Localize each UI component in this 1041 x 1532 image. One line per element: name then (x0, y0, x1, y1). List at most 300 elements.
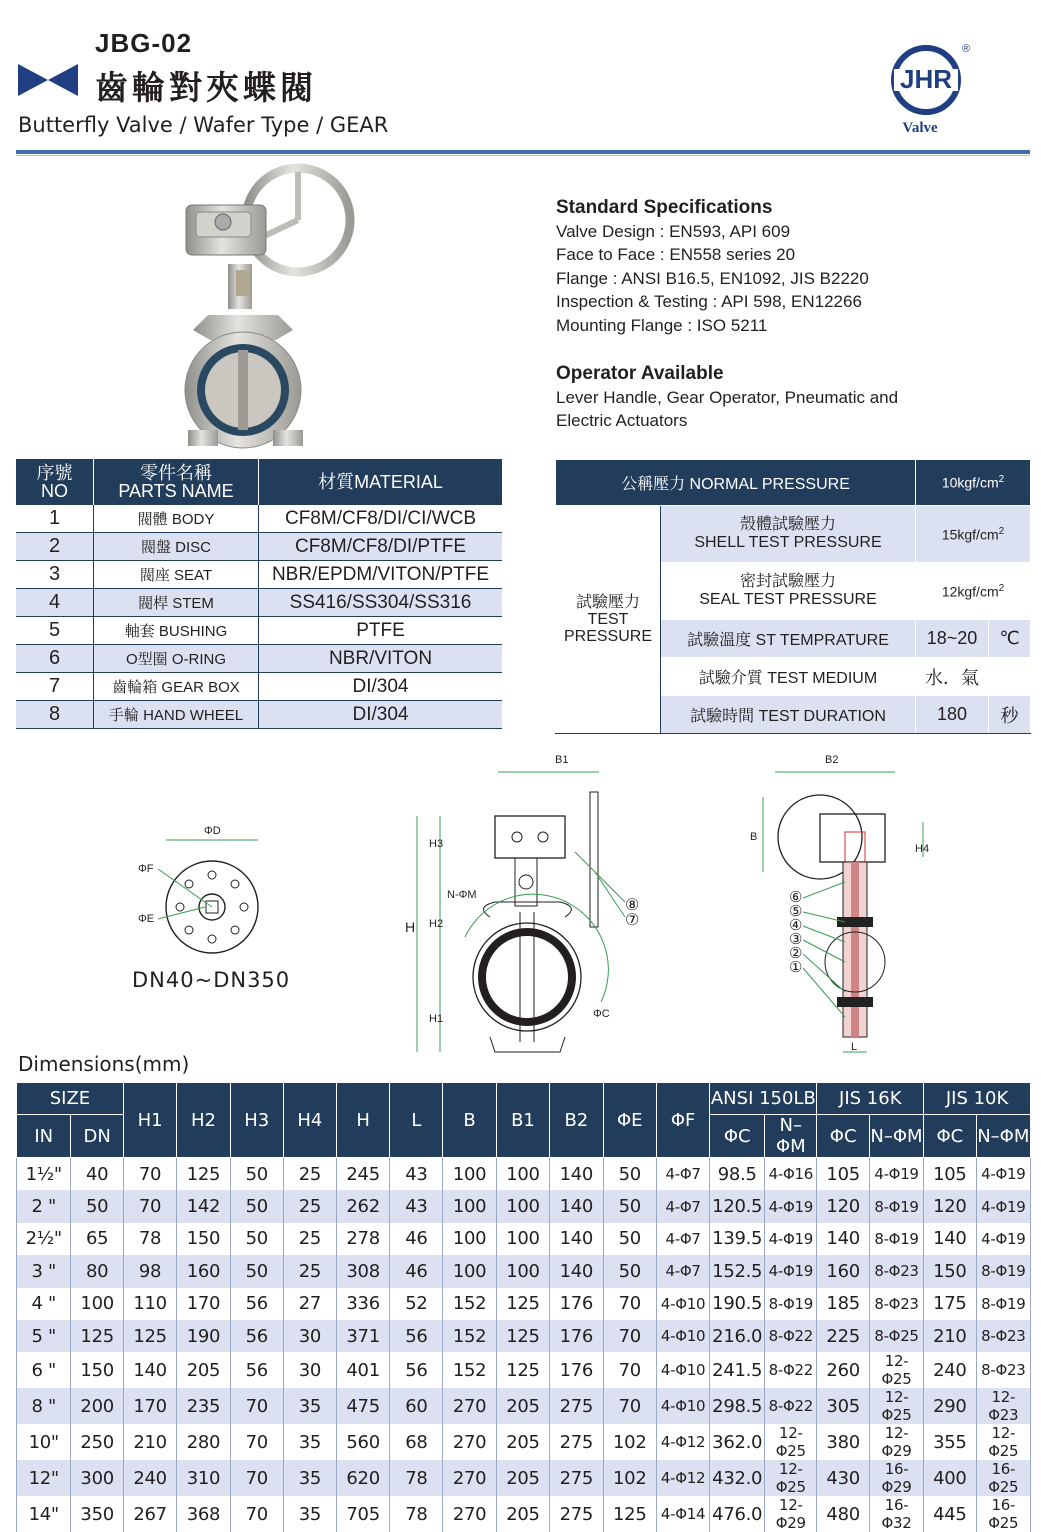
dim-cell-val: 125 (123, 1320, 176, 1352)
dim-cell-ansi-nm: 4-Φ19 (765, 1223, 817, 1255)
table-row (17, 1255, 1031, 1287)
dim-cell-val: 100 (496, 1158, 549, 1191)
dim-cell-val: 125 (177, 1158, 230, 1191)
dim-cell-val: 52 (390, 1288, 443, 1320)
col-jis16-pc: ΦC (817, 1115, 869, 1158)
col-h4: H4 (283, 1083, 336, 1158)
col-phif: ΦF (656, 1083, 709, 1158)
dim-cell-val: 4-Φ7 (656, 1158, 709, 1191)
dim-cell-val: 56 (390, 1320, 443, 1352)
label-phiD: ΦD (204, 825, 221, 837)
dim-cell-val: 100 (496, 1255, 549, 1287)
dim-cell-val: 50 (230, 1190, 283, 1222)
temperature-value: 18~20 (916, 620, 989, 658)
dim-cell-val: 56 (230, 1352, 283, 1388)
callout-6: ⑥ (789, 889, 803, 906)
dim-cell-ansi-nm: 12-Φ25 (765, 1460, 817, 1496)
test-pressure-cn: 試驗壓力 (575, 594, 640, 611)
dim-cell-val: 78 (390, 1460, 443, 1496)
col-b2: B2 (550, 1083, 603, 1158)
dim-cell-val: 275 (550, 1460, 603, 1496)
dim-cell-dn: 300 (71, 1460, 123, 1496)
dim-cell-jis10-pc: 120 (924, 1190, 976, 1222)
dim-cell-val: 140 (550, 1190, 603, 1222)
table-row (16, 617, 502, 645)
dim-cell-val: 170 (123, 1388, 176, 1424)
dim-cell-jis16-pc: 380 (817, 1424, 869, 1460)
dim-cell-ansi-pc: 476.0 (710, 1496, 765, 1532)
parts-cell-material: SS416/SS304/SS316 (259, 589, 503, 617)
label-phiE: ΦE (138, 913, 155, 925)
parts-cell-name: 閥座 SEAT (94, 561, 259, 589)
dim-cell-jis10-nm: 12-Φ23 (976, 1388, 1030, 1424)
parts-cell-name: 手輪 HAND WHEEL (94, 701, 259, 729)
dim-cell-val: 50 (230, 1223, 283, 1255)
dim-cell-val: 30 (283, 1320, 336, 1352)
callout-8: ⑧ (625, 897, 640, 914)
col-no-en: NO (41, 481, 68, 501)
dim-cell-val: 35 (283, 1496, 336, 1532)
callout-4: ④ (789, 917, 803, 934)
parts-cell-no: 2 (16, 533, 94, 561)
table-row (16, 673, 502, 701)
dim-cell-val: 152 (443, 1288, 496, 1320)
dim-cell-dn: 40 (71, 1158, 123, 1191)
dim-cell-jis10-pc: 105 (924, 1158, 976, 1191)
dim-cell-val: 205 (496, 1496, 549, 1532)
dim-cell-val: 25 (283, 1190, 336, 1222)
product-subtitle: Butterfly Valve / Wafer Type / GEAR (18, 113, 389, 137)
parts-cell-material: CF8M/CF8/DI/CI/WCB (259, 505, 503, 533)
col-material: 材質MATERIAL (259, 459, 503, 505)
dim-cell-ansi-nm: 8-Φ19 (765, 1288, 817, 1320)
dim-cell-val: 110 (123, 1288, 176, 1320)
parts-cell-material: DI/304 (259, 701, 503, 729)
dim-cell-in: 6 " (17, 1352, 71, 1388)
dim-cell-val: 60 (390, 1388, 443, 1424)
parts-cell-no: 7 (16, 673, 94, 701)
duration-label: 試驗時間 TEST DURATION (661, 696, 916, 734)
label-B: B (750, 831, 758, 843)
dim-cell-in: 8 " (17, 1388, 71, 1424)
header-divider-thin (16, 155, 1030, 156)
parts-cell-name: 閥盤 DISC (94, 533, 259, 561)
dim-cell-ansi-nm: 4-Φ16 (765, 1158, 817, 1191)
dim-cell-val: 25 (283, 1255, 336, 1287)
label-H4: H4 (915, 843, 930, 855)
dim-cell-val: 275 (550, 1388, 603, 1424)
logo-text: JHR (899, 64, 953, 94)
dim-cell-dn: 350 (71, 1496, 123, 1532)
callout-5: ⑤ (789, 903, 803, 920)
dim-cell-val: 25 (283, 1223, 336, 1255)
dim-cell-val: 70 (230, 1388, 283, 1424)
flange-range-label: DN40~DN350 (132, 968, 291, 992)
col-jis16-nm: N–ΦM (869, 1115, 923, 1158)
dim-cell-dn: 250 (71, 1424, 123, 1460)
col-h1: H1 (123, 1083, 176, 1158)
table-row (17, 1190, 1031, 1222)
dim-cell-in: 2 " (17, 1190, 71, 1222)
dim-cell-val: 560 (336, 1424, 389, 1460)
dim-cell-jis10-pc: 290 (924, 1388, 976, 1424)
dim-cell-val: 336 (336, 1288, 389, 1320)
dim-cell-jis16-nm: 8-Φ19 (869, 1190, 923, 1222)
dim-cell-ansi-nm: 4-Φ19 (765, 1255, 817, 1287)
table-row (17, 1460, 1031, 1496)
dim-cell-val: 401 (336, 1352, 389, 1388)
dim-cell-val: 4-Φ10 (656, 1388, 709, 1424)
table-row (16, 561, 502, 589)
dim-cell-val: 35 (283, 1388, 336, 1424)
dim-cell-val: 280 (177, 1424, 230, 1460)
col-phie: ΦE (603, 1083, 656, 1158)
parts-table (16, 459, 502, 729)
col-l: L (390, 1083, 443, 1158)
dim-cell-dn: 80 (71, 1255, 123, 1287)
dim-cell-val: 4-Φ7 (656, 1190, 709, 1222)
dim-cell-val: 50 (230, 1255, 283, 1287)
dim-cell-ansi-pc: 216.0 (710, 1320, 765, 1352)
dim-cell-in: 5 " (17, 1320, 71, 1352)
dim-cell-jis10-nm: 4-Φ19 (976, 1223, 1030, 1255)
dim-cell-val: 140 (550, 1223, 603, 1255)
parts-cell-name: 閥體 BODY (94, 505, 259, 533)
flange-drawing (120, 815, 300, 965)
dim-cell-val: 125 (603, 1496, 656, 1532)
dim-cell-ansi-pc: 98.5 (710, 1158, 765, 1191)
dim-cell-val: 68 (390, 1424, 443, 1460)
normal-pressure-value: 10kgf/cm (941, 474, 999, 491)
label-H: H (405, 919, 416, 935)
dim-cell-val: 4-Φ10 (656, 1352, 709, 1388)
dim-cell-dn: 100 (71, 1288, 123, 1320)
dim-cell-jis10-nm: 4-Φ19 (976, 1158, 1030, 1191)
dim-cell-jis10-pc: 355 (924, 1424, 976, 1460)
dim-cell-val: 140 (550, 1158, 603, 1191)
label-phiF: ΦF (138, 863, 154, 875)
dim-cell-jis16-nm: 8-Φ23 (869, 1288, 923, 1320)
duration-unit: 秒 (989, 696, 1031, 734)
dim-cell-val: 30 (283, 1352, 336, 1388)
col-b: B (443, 1083, 496, 1158)
table-row (16, 645, 502, 673)
dim-cell-jis10-nm: 4-Φ19 (976, 1190, 1030, 1222)
dim-cell-ansi-nm: 4-Φ19 (765, 1190, 817, 1222)
dim-cell-val: 125 (496, 1352, 549, 1388)
dim-cell-ansi-nm: 8-Φ22 (765, 1388, 817, 1424)
table-row (16, 589, 502, 617)
table-row (17, 1388, 1031, 1424)
dim-cell-val: 102 (603, 1460, 656, 1496)
dim-cell-val: 100 (443, 1223, 496, 1255)
dim-cell-val: 70 (230, 1496, 283, 1532)
dim-cell-val: 70 (603, 1352, 656, 1388)
dim-cell-val: 620 (336, 1460, 389, 1496)
dim-cell-val: 240 (123, 1460, 176, 1496)
table-row (16, 533, 502, 561)
table-row (17, 1158, 1031, 1191)
parts-cell-name: O型圈 O-RING (94, 645, 259, 673)
dim-cell-val: 56 (390, 1352, 443, 1388)
dim-cell-val: 205 (177, 1352, 230, 1388)
dim-cell-val: 278 (336, 1223, 389, 1255)
dim-cell-ansi-nm: 12-Φ25 (765, 1424, 817, 1460)
dim-cell-dn: 125 (71, 1320, 123, 1352)
dim-cell-ansi-nm: 8-Φ22 (765, 1352, 817, 1388)
col-h: H (336, 1083, 389, 1158)
dim-cell-ansi-pc: 241.5 (710, 1352, 765, 1388)
dim-cell-jis10-pc: 445 (924, 1496, 976, 1532)
dim-cell-val: 270 (443, 1460, 496, 1496)
operator-line: Electric Actuators (556, 411, 688, 430)
test-pressure-en1: TEST (587, 611, 629, 628)
medium-value: 水．氣 (916, 658, 989, 696)
dim-cell-jis16-pc: 225 (817, 1320, 869, 1352)
label-NM: N-ΦM (447, 889, 477, 901)
label-H3: H3 (429, 838, 444, 850)
dim-cell-val: 70 (603, 1320, 656, 1352)
dim-cell-val: 56 (230, 1320, 283, 1352)
dim-cell-val: 70 (230, 1424, 283, 1460)
dim-cell-val: 70 (123, 1190, 176, 1222)
dim-cell-val: 267 (123, 1496, 176, 1532)
dim-cell-in: 2½" (17, 1223, 71, 1255)
seal-test-value: 12kgf/cm (941, 583, 999, 600)
spec-line: Valve Design : EN593, API 609 (556, 221, 791, 241)
dim-cell-ansi-pc: 362.0 (710, 1424, 765, 1460)
dim-cell-val: 152 (443, 1352, 496, 1388)
dim-cell-in: 3 " (17, 1255, 71, 1287)
dim-cell-val: 170 (177, 1288, 230, 1320)
dim-cell-ansi-nm: 8-Φ22 (765, 1320, 817, 1352)
dim-cell-val: 140 (123, 1352, 176, 1388)
dim-cell-val: 310 (177, 1460, 230, 1496)
dim-cell-val: 275 (550, 1496, 603, 1532)
parts-cell-name: 閥桿 STEM (94, 589, 259, 617)
valve-front-drawing (395, 752, 645, 1057)
col-jis10-pc: ΦC (924, 1115, 976, 1158)
dim-cell-val: 35 (283, 1460, 336, 1496)
table-row (17, 1496, 1031, 1532)
dim-cell-jis10-nm: 16-Φ25 (976, 1460, 1030, 1496)
standard-specifications (556, 196, 869, 337)
dim-cell-val: 78 (390, 1496, 443, 1532)
dim-cell-val: 4-Φ10 (656, 1320, 709, 1352)
dim-cell-val: 102 (603, 1424, 656, 1460)
col-b1: B1 (496, 1083, 549, 1158)
operator-available (556, 362, 898, 433)
col-ansi-pc: ΦC (710, 1115, 765, 1158)
table-row (17, 1288, 1031, 1320)
parts-cell-no: 4 (16, 589, 94, 617)
dim-cell-jis16-pc: 120 (817, 1190, 869, 1222)
parts-cell-no: 3 (16, 561, 94, 589)
table-row (16, 701, 502, 729)
table-row (17, 1424, 1031, 1460)
dim-cell-jis16-nm: 8-Φ19 (869, 1223, 923, 1255)
col-ansi: ANSI 150LB (710, 1083, 817, 1115)
dim-cell-jis10-pc: 240 (924, 1352, 976, 1388)
dim-cell-dn: 65 (71, 1223, 123, 1255)
dim-cell-jis10-pc: 210 (924, 1320, 976, 1352)
dim-cell-dn: 50 (71, 1190, 123, 1222)
dim-cell-val: 235 (177, 1388, 230, 1424)
dim-cell-val: 100 (443, 1255, 496, 1287)
logo-subtext: Valve (902, 120, 938, 136)
dim-cell-in: 12" (17, 1460, 71, 1496)
label-L: L (851, 1041, 858, 1053)
dim-cell-jis16-pc: 140 (817, 1223, 869, 1255)
col-name-en: PARTS NAME (118, 481, 234, 501)
dim-cell-jis16-nm: 4-Φ19 (869, 1158, 923, 1191)
dim-cell-in: 4 " (17, 1288, 71, 1320)
dim-cell-val: 270 (443, 1496, 496, 1532)
dim-cell-ansi-pc: 139.5 (710, 1223, 765, 1255)
col-size: SIZE (17, 1083, 124, 1115)
dim-cell-dn: 150 (71, 1352, 123, 1388)
dim-cell-val: 46 (390, 1223, 443, 1255)
dim-cell-val: 98 (123, 1255, 176, 1287)
dim-cell-val: 475 (336, 1388, 389, 1424)
table-row (17, 1352, 1031, 1388)
col-jis10-nm: N–ΦM (976, 1115, 1030, 1158)
dim-cell-val: 308 (336, 1255, 389, 1287)
dim-cell-jis16-nm: 16-Φ32 (869, 1496, 923, 1532)
spec-line: Face to Face : EN558 series 20 (556, 245, 796, 264)
dim-cell-jis16-pc: 105 (817, 1158, 869, 1191)
callout-7: ⑦ (625, 912, 640, 929)
dim-cell-jis10-nm: 8-Φ23 (976, 1352, 1030, 1388)
specs-title: Standard Specifications (556, 197, 773, 218)
shell-test-cn: 殼體試驗壓力 (739, 516, 836, 533)
dim-cell-val: 100 (443, 1190, 496, 1222)
dim-cell-jis16-nm: 8-Φ23 (869, 1255, 923, 1287)
table-row (16, 505, 502, 533)
dim-cell-jis16-pc: 480 (817, 1496, 869, 1532)
dim-cell-val: 371 (336, 1320, 389, 1352)
dim-cell-val: 705 (336, 1496, 389, 1532)
label-B1: B1 (555, 754, 569, 766)
dim-cell-jis10-pc: 140 (924, 1223, 976, 1255)
temperature-unit: ℃ (989, 620, 1031, 658)
dim-cell-val: 176 (550, 1320, 603, 1352)
valve-side-drawing (745, 752, 945, 1057)
dim-cell-val: 176 (550, 1288, 603, 1320)
dim-cell-val: 100 (496, 1190, 549, 1222)
dim-cell-val: 35 (283, 1424, 336, 1460)
header-divider (16, 150, 1030, 154)
normal-pressure-label: 公稱壓力 NORMAL PRESSURE (556, 460, 916, 506)
callout-2: ② (789, 945, 803, 962)
label-B2: B2 (825, 754, 839, 766)
dim-cell-val: 205 (496, 1424, 549, 1460)
dim-cell-val: 4-Φ14 (656, 1496, 709, 1532)
table-row (17, 1320, 1031, 1352)
seal-test-cn: 密封試驗壓力 (739, 573, 836, 590)
dim-cell-val: 205 (496, 1460, 549, 1496)
dim-cell-val: 270 (443, 1424, 496, 1460)
duration-value: 180 (916, 696, 989, 734)
medium-label: 試驗介質 TEST MEDIUM (661, 658, 916, 696)
dim-cell-val: 4-Φ10 (656, 1288, 709, 1320)
dim-cell-jis16-pc: 305 (817, 1388, 869, 1424)
dim-cell-jis10-pc: 175 (924, 1288, 976, 1320)
dim-cell-val: 27 (283, 1288, 336, 1320)
dim-cell-jis10-nm: 16-Φ25 (976, 1496, 1030, 1532)
dim-cell-val: 56 (230, 1288, 283, 1320)
dim-cell-ansi-pc: 190.5 (710, 1288, 765, 1320)
dim-cell-jis16-nm: 12-Φ25 (869, 1388, 923, 1424)
dim-cell-jis16-nm: 12-Φ25 (869, 1352, 923, 1388)
dim-cell-jis10-nm: 8-Φ23 (976, 1320, 1030, 1352)
product-title-cn: 齒輪對夾蝶閥 (95, 68, 317, 107)
col-h2: H2 (177, 1083, 230, 1158)
spec-line: Flange : ANSI B16.5, EN1092, JIS B2220 (556, 268, 869, 288)
operator-line: Lever Handle, Gear Operator, Pneumatic and (556, 387, 899, 407)
dim-cell-val: 46 (390, 1255, 443, 1287)
dim-cell-val: 100 (496, 1223, 549, 1255)
shell-test-value: 15kgf/cm (941, 526, 999, 543)
parts-cell-material: NBR/VITON (259, 645, 503, 673)
parts-cell-no: 5 (16, 617, 94, 645)
parts-cell-name: 齒輪箱 GEAR BOX (94, 673, 259, 701)
dim-cell-val: 176 (550, 1352, 603, 1388)
dim-cell-val: 190 (177, 1320, 230, 1352)
operator-title: Operator Available (556, 363, 724, 384)
jhr-logo (886, 44, 972, 122)
dim-cell-jis16-pc: 185 (817, 1288, 869, 1320)
parts-cell-name: 軸套 BUSHING (94, 617, 259, 645)
dim-cell-val: 50 (603, 1255, 656, 1287)
dimensions-label: Dimensions(mm) (18, 1052, 190, 1076)
spec-line: Inspection & Testing : API 598, EN12266 (556, 292, 862, 311)
dim-cell-val: 4-Φ7 (656, 1223, 709, 1255)
label-H1: H1 (429, 1013, 444, 1025)
valve-product-image (168, 160, 368, 450)
dim-cell-val: 368 (177, 1496, 230, 1532)
parts-cell-material: PTFE (259, 617, 503, 645)
dim-cell-val: 270 (443, 1388, 496, 1424)
dim-cell-val: 275 (550, 1424, 603, 1460)
dim-cell-val: 70 (603, 1388, 656, 1424)
dim-cell-val: 125 (496, 1288, 549, 1320)
temperature-label: 試驗溫度 ST TEMPRATURE (661, 620, 916, 658)
dim-cell-val: 4-Φ7 (656, 1255, 709, 1287)
butterfly-logo-icon (18, 62, 78, 98)
dim-cell-jis10-pc: 150 (924, 1255, 976, 1287)
dim-cell-val: 142 (177, 1190, 230, 1222)
registered-mark: ® (961, 44, 971, 55)
dim-cell-jis16-nm: 12-Φ29 (869, 1424, 923, 1460)
pressure-table: 公稱壓力 NORMAL PRESSURE $10kgf/cm^2$ 試驗壓力 TEST PRESSURE 殼體試驗壓力 SHELL TEST PRESSURE $15kgf/cm^2$ 密封試驗壓力 SEAL TEST PRESSURE $12kgf/cm^2$ 試驗溫度 ST TEMPRATURE 18~20 ℃ 試驗介質 TEST MEDIUM 水．氣 試驗時間 TEST DURATION 180 秒 (555, 459, 1031, 734)
dim-cell-val: 152 (443, 1320, 496, 1352)
dim-cell-val: 70 (123, 1158, 176, 1191)
parts-cell-material: DI/304 (259, 673, 503, 701)
col-dn: DN (71, 1115, 123, 1158)
col-jis10: JIS 10K (924, 1083, 1031, 1115)
dim-cell-val: 43 (390, 1158, 443, 1191)
dim-cell-val: 205 (496, 1388, 549, 1424)
dimensions-table (16, 1082, 1031, 1532)
dim-cell-val: 100 (443, 1158, 496, 1191)
dim-cell-jis10-nm: 8-Φ19 (976, 1288, 1030, 1320)
table-row (17, 1223, 1031, 1255)
dim-cell-val: 50 (230, 1158, 283, 1191)
dim-cell-val: 25 (283, 1158, 336, 1191)
label-H2: H2 (429, 918, 444, 930)
test-pressure-en2: PRESSURE (563, 628, 653, 645)
